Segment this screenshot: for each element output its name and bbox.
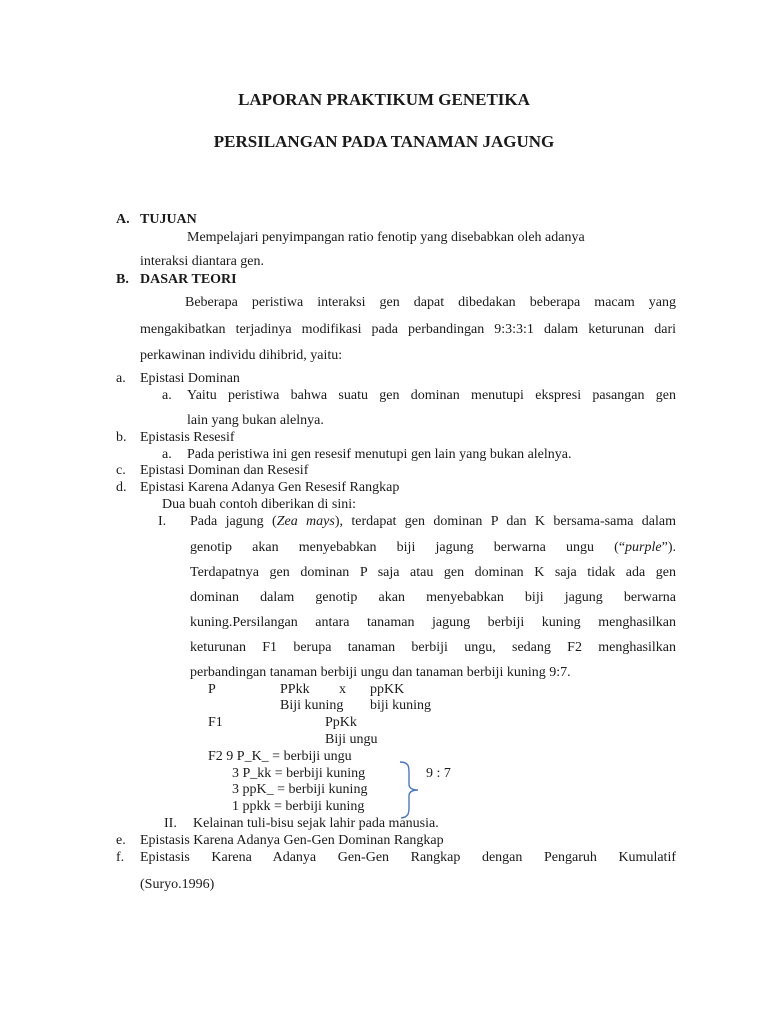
cross-ratio: 9 : 7 xyxy=(426,766,451,781)
section-a-text-line-2: interaksi diantara gen. xyxy=(140,254,265,269)
list-item-a-sub-line-2: lain yang bukan alelnya. xyxy=(187,413,324,428)
list-item-d-label: Epistasi Karena Adanya Gen Resesif Rangkap xyxy=(140,480,400,495)
list-item-a-sub-line-1: Yaitu peristiwa bahwa suatu gen dominan menutupi ekspresi pasangan gen xyxy=(187,388,676,403)
cross-f2-line-4: 1 ppkk = berbiji kuning xyxy=(232,799,365,814)
example-1-line-1: Pada jagung (Zea mays), terdapat gen dominan P dan K bersama-sama dalam xyxy=(190,514,677,529)
list-item-a-sub-marker: a. xyxy=(162,388,172,403)
section-a-heading: TUJUAN xyxy=(140,212,197,227)
cross-p-pheno-2: biji kuning xyxy=(370,698,432,713)
cross-f1-label: F1 xyxy=(208,715,223,730)
example-2-line-1: Kelainan tuli-bisu sejak lahir pada manusia. xyxy=(193,816,439,831)
cross-f2-line-2: 3 P_kk = berbiji kuning xyxy=(232,766,366,781)
document-subtitle: PERSILANGAN PADA TANAMAN JAGUNG xyxy=(213,132,555,151)
list-item-b-sub-line-1: Pada peristiwa ini gen resesif menutupi gen lain yang bukan alelnya. xyxy=(187,447,572,462)
list-item-b-label: Epistasis Resesif xyxy=(140,430,235,445)
example-1-line-4: dominan dalam genotip akan menyebabkan biji jagung berwarna xyxy=(190,590,676,605)
cross-p-parent-1: PPkk xyxy=(280,682,310,697)
cross-f2-line-1: F2 9 P_K_ = berbiji ungu xyxy=(208,749,352,764)
purple-term: purple xyxy=(625,540,662,555)
roman-marker-1: I. xyxy=(158,514,167,529)
list-marker-d: d. xyxy=(116,480,127,495)
list-item-a-label: Epistasi Dominan xyxy=(140,371,240,386)
section-a-text-line-1: Mempelajari penyimpangan ratio fenotip yang disebabkan oleh adanya xyxy=(187,230,585,245)
species-name: Zea mays xyxy=(276,514,335,529)
section-b-para-line-3: perkawinan individu dihibrid, yaitu: xyxy=(140,348,343,363)
cross-f2-line-3: 3 ppK_ = berbiji kuning xyxy=(232,782,368,797)
cross-f1-phenotype: Biji ungu xyxy=(325,732,378,747)
section-a-marker: A. xyxy=(116,212,130,227)
list-item-c-label: Epistasi Dominan dan Resesif xyxy=(140,463,309,478)
cross-p-parent-2: ppKK xyxy=(370,682,405,697)
cross-f1-genotype: PpKk xyxy=(325,715,357,730)
list-marker-e: e. xyxy=(116,833,126,848)
document-title: LAPORAN PRAKTIKUM GENETIKA xyxy=(238,90,530,109)
list-item-b-sub-marker: a. xyxy=(162,447,172,462)
roman-marker-2: II. xyxy=(164,816,177,831)
list-marker-b: b. xyxy=(116,430,127,445)
example-1-line-5: kuning.Persilangan antara tanaman jagung berbiji kuning menghasilkan xyxy=(190,615,676,630)
cross-p-label: P xyxy=(208,682,216,697)
curly-brace-icon xyxy=(396,760,424,820)
section-b-para-line-1: Beberapa peristiwa interaksi gen dapat dibedakan beberapa macam yang xyxy=(185,295,676,310)
list-marker-a: a. xyxy=(116,371,126,386)
example-1-line-6: keturunan F1 berupa tanaman berbiji ungu, sedang F2 menghasilkan xyxy=(190,640,676,655)
cross-p-x: x xyxy=(339,682,346,697)
list-marker-f: f. xyxy=(116,850,125,865)
list-item-f-line-1: Epistasis Karena Adanya Gen-Gen Rangkap dengan Pengaruh Kumulatif xyxy=(140,850,676,865)
section-b-heading: DASAR TEORI xyxy=(140,272,237,287)
list-item-e-label: Epistasis Karena Adanya Gen-Gen Dominan Rangkap xyxy=(140,833,444,848)
list-marker-c: c. xyxy=(116,463,126,478)
section-b-marker: B. xyxy=(116,272,129,287)
example-1-line-7: perbandingan tanaman berbiji ungu dan tanaman berbiji kuning 9:7. xyxy=(190,665,571,680)
section-b-para-line-2: mengakibatkan terjadinya modifikasi pada perbandingan 9:3:3:1 dalam keturunan dari xyxy=(140,322,676,337)
list-item-f-line-2: (Suryo.1996) xyxy=(140,877,215,892)
example-1-line-3: Terdapatnya gen dominan P saja atau gen dominan K saja tidak ada gen xyxy=(190,565,676,580)
list-item-d-intro: Dua buah contoh diberikan di sini: xyxy=(162,497,357,512)
example-1-line-2: genotip akan menyebabkan biji jagung berwarna ungu (“purple”). xyxy=(190,540,676,555)
cross-p-pheno-1: Biji kuning xyxy=(280,698,344,713)
